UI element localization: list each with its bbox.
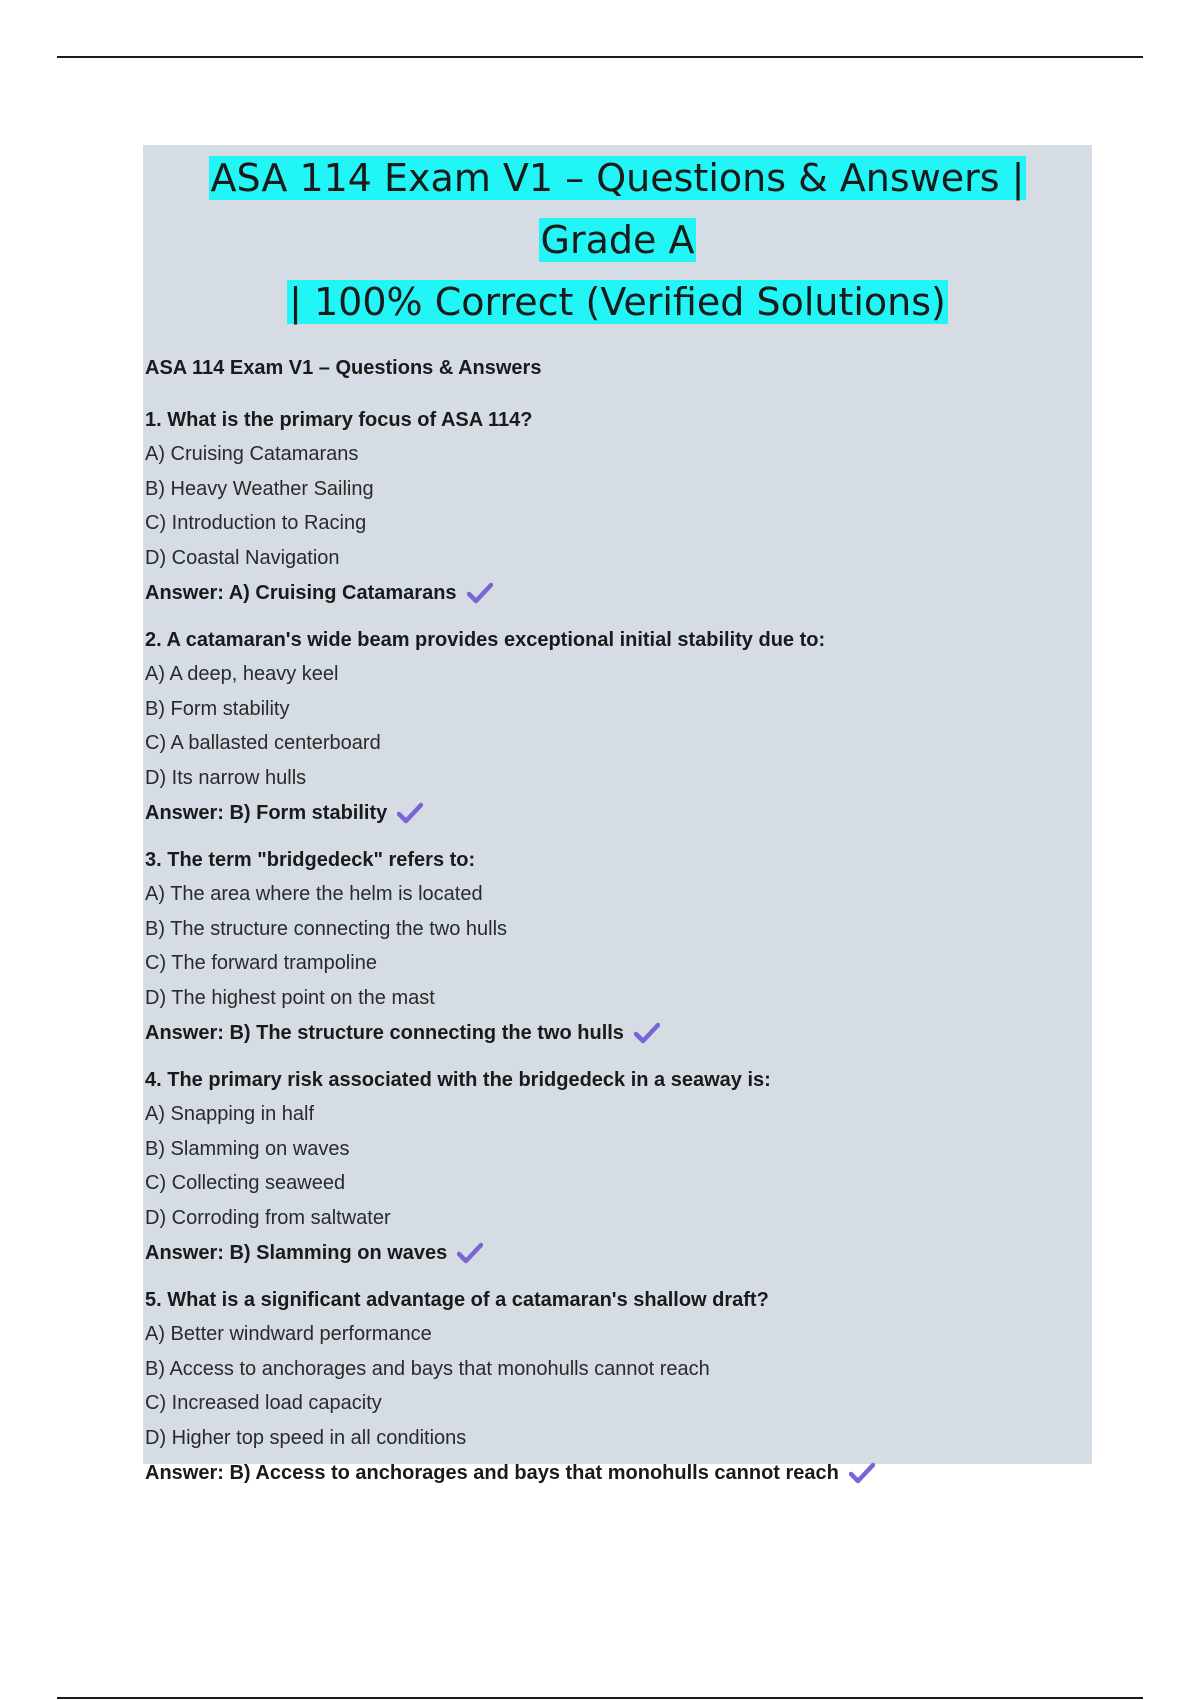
answer-option: B) Heavy Weather Sailing [145, 477, 374, 500]
question-block [143, 1287, 1092, 1487]
question-block [143, 407, 1092, 607]
answer-option: C) A ballasted centerboard [145, 732, 381, 754]
answer-option: D) The highest point on the mast [145, 986, 435, 1009]
bottom-rule [57, 1697, 1143, 1699]
answer-option: C) Collecting seaweed [145, 1172, 346, 1194]
question-text: 4. The primary risk associated with the bridgedeck in a seaway is: [145, 1069, 771, 1091]
question-text: 1. What is the primary focus of ASA 114? [145, 409, 533, 431]
answer-option: B) Slamming on waves [145, 1137, 350, 1160]
answer-option: A) The area where the helm is located [145, 883, 483, 905]
answer-option: A) Snapping in half [145, 1103, 315, 1125]
correct-answer-text: Answer: B) Access to anchorages and bays that monohulls cannot reach [145, 1462, 839, 1484]
correct-answer [145, 799, 1092, 827]
document-panel [143, 145, 1092, 1484]
answer-option: D) Higher top speed in all conditions [145, 1426, 467, 1449]
title-line-1: ASA 114 Exam V1 – Questions & Answers | Grade A [210, 156, 1025, 262]
correct-answer-text: Answer: A) Cruising Catamarans [145, 582, 457, 604]
answer-option: B) The structure connecting the two hulls [145, 917, 508, 940]
answer-option: C) Increased load capacity [145, 1392, 382, 1414]
correct-answer [145, 1459, 1092, 1487]
answer-option: B) Form stability [145, 697, 290, 720]
document-title [143, 147, 1092, 333]
correct-answer-text: Answer: B) Slamming on waves [145, 1242, 448, 1264]
top-rule [57, 56, 1143, 58]
correct-answer [145, 1019, 1092, 1047]
answer-option: C) Introduction to Racing [145, 512, 367, 534]
question-block [143, 627, 1092, 827]
answer-option: A) Cruising Catamarans [145, 443, 359, 465]
correct-answer [145, 1239, 1092, 1267]
answer-option: A) Better windward performance [145, 1323, 432, 1345]
checkmark-icon [397, 802, 423, 824]
document-content [143, 355, 1092, 1487]
checkmark-icon [849, 1462, 875, 1484]
answer-option: A) A deep, heavy keel [145, 663, 339, 685]
answer-option: D) Coastal Navigation [145, 546, 340, 569]
correct-answer-text: Answer: B) The structure connecting the two hulls [145, 1022, 624, 1044]
answer-option: C) The forward trampoline [145, 952, 377, 974]
correct-answer [145, 579, 1092, 607]
checkmark-icon [467, 582, 493, 604]
correct-answer-text: Answer: B) Form stability [145, 802, 388, 824]
answer-option: D) Its narrow hulls [145, 766, 307, 789]
answer-option: B) Access to anchorages and bays that monohulls cannot reach [145, 1357, 710, 1380]
question-text: 3. The term "bridgedeck" refers to: [145, 849, 476, 871]
question-block [143, 1067, 1092, 1267]
checkmark-icon [457, 1242, 483, 1264]
answer-option: D) Corroding from saltwater [145, 1206, 391, 1229]
question-block [143, 847, 1092, 1047]
question-text: 2. A catamaran's wide beam provides exceptional initial stability due to: [145, 629, 826, 651]
title-line-2: | 100% Correct (Verified Solutions) [289, 280, 946, 324]
question-text: 5. What is a significant advantage of a catamaran's shallow draft? [145, 1289, 769, 1311]
checkmark-icon [634, 1022, 660, 1044]
document-subtitle: ASA 114 Exam V1 – Questions & Answers [145, 357, 542, 379]
